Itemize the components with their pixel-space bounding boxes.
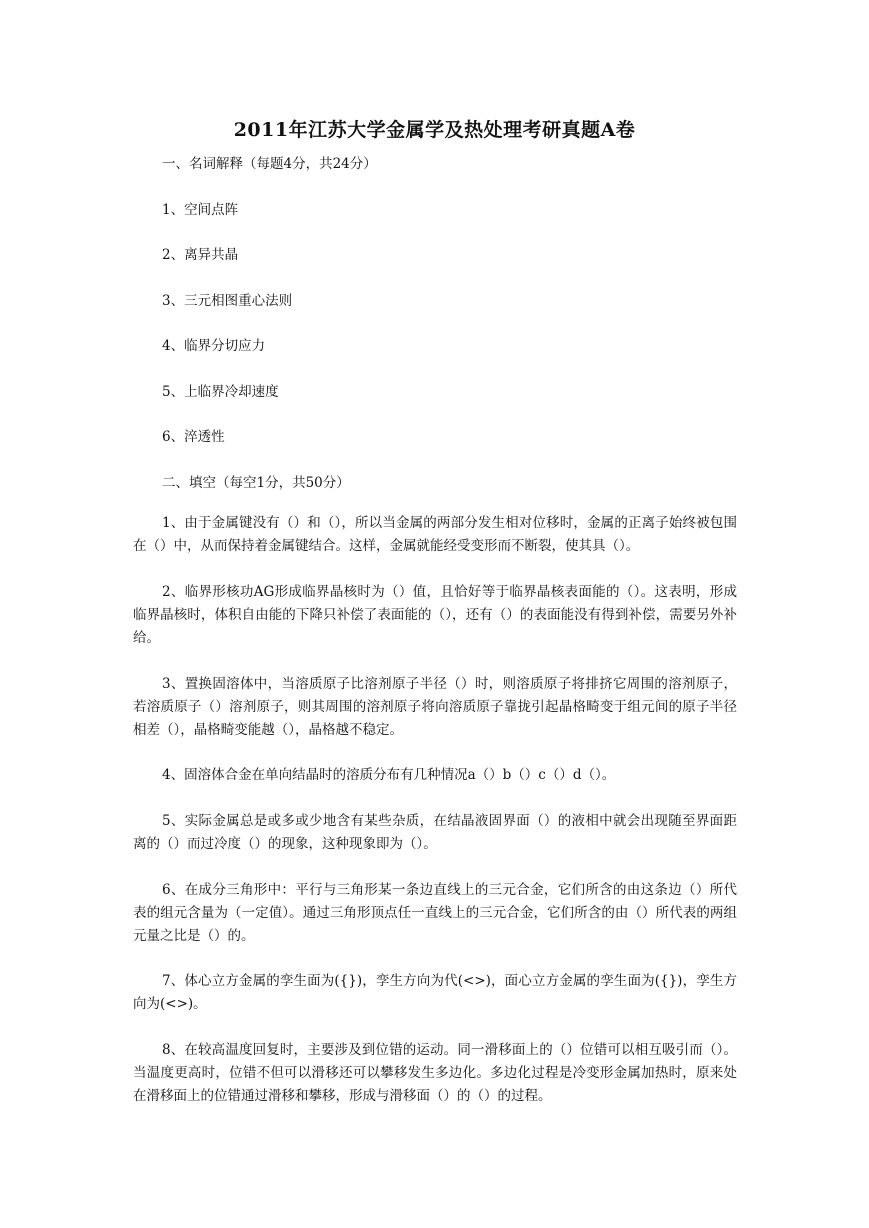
term-item-3: 3、三元相图重心法则 bbox=[162, 293, 293, 309]
fill-question-7: 7、体心立方金属的孪生面为({})，孪生方向为代(<>)，面心立方金属的孪生面为({})，孪生方向为(<>)。 bbox=[133, 973, 737, 1012]
term-item-6: 6、淬透性 bbox=[162, 429, 225, 445]
section1-heading: 一、名词解释（每题4分，共24分） bbox=[162, 156, 377, 172]
fill-question-8: 8、在较高温度回复时，主要涉及到位错的运动。同一滑移面上的（）位错可以相互吸引而（）。当温度更高时，位错不但可以滑移还可以攀移发生多边化。多边化过程是冷变形金属加热时，原来处在滑移面上的位错通过滑移和攀移，形成与滑移面（）的（）的过程。 bbox=[133, 1042, 737, 1104]
fill-question-5: 5、实际金属总是或多或少地含有某些杂质，在结晶液固界面（）的液相中就会出现随至界面距离的（）而过冷度（）的现象，这种现象即为（）。 bbox=[133, 813, 737, 852]
fill-question-3: 3、置换固溶体中，当溶质原子比溶剂原子半径（）时，则溶质原子将排挤它周围的溶剂原子，若溶质原子（）溶剂原子，则其周围的溶剂原子将向溶质原子靠拢引起晶格畸变于组元间的原子半径相差（），晶格畸变能越（），晶格越不稳定。 bbox=[133, 676, 737, 738]
fill-question-2: 2、临界形核功AG形成临界晶核时为（）值，且恰好等于临界晶核表面能的（）。这表明，形成临界晶核时，体积自由能的下降只补偿了表面能的（），还有（）的表面能没有得到补偿，需要另外补给。 bbox=[133, 584, 737, 646]
page-title: 2011年江苏大学金属学及热处理考研真题A卷 bbox=[233, 119, 636, 141]
term-item-2: 2、离异共晶 bbox=[162, 247, 239, 263]
fill-question-6: 6、在成分三角形中：平行与三角形某一条边直线上的三元合金，它们所含的由这条边（）所代表的组元含量为（一定值）。通过三角形顶点任一直线上的三元合金，它们所含的由（）所代表的两组元量之比是（）的。 bbox=[133, 882, 737, 944]
fill-question-4: 4、固溶体合金在单向结晶时的溶质分布有几种情况a（）b（）c（）d（）。 bbox=[162, 767, 616, 783]
term-item-1: 1、空间点阵 bbox=[162, 202, 239, 218]
section2-heading: 二、填空（每空1分，共50分） bbox=[162, 475, 350, 491]
fill-question-1: 1、由于金属键没有（）和（），所以当金属的两部分发生相对位移时，金属的正离子始终被包围在（）中，从而保持着金属键结合。这样，金属就能经受变形而不断裂，使其具（）。 bbox=[133, 515, 737, 554]
term-item-5: 5、上临界冷却速度 bbox=[162, 384, 279, 400]
term-item-4: 4、临界分切应力 bbox=[162, 338, 266, 354]
